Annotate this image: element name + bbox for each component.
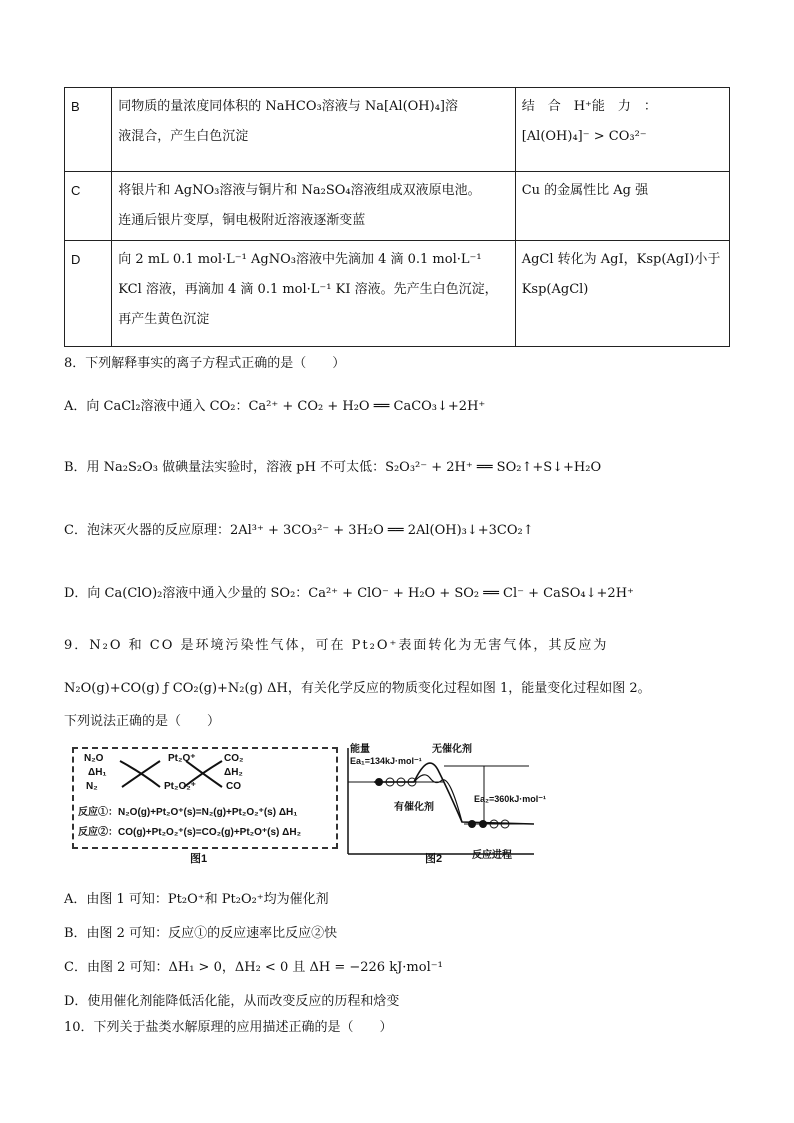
fig1-label: Pt₂O⁺ <box>168 753 196 764</box>
q9-option-b: B．由图 2 可知：反应①的反应速率比反应②快 <box>64 926 338 941</box>
row-label: C <box>65 172 112 241</box>
option-text: 液混合，产生白色沉淀 <box>118 129 249 144</box>
q9-stem: 下列说法正确的是（ ） <box>64 714 221 729</box>
q8-stem: 8．下列解释事实的离子方程式正确的是（ ） <box>64 356 346 371</box>
option-text: 再产生黄色沉淀 <box>118 312 210 327</box>
fig2-label: 无催化剂 <box>432 744 472 755</box>
q8-option-d: D．向 Ca(ClO)₂溶液中通入少量的 SO₂：Ca²⁺ + ClO⁻ + H₂O + SO₂ ══ Cl⁻ + CaSO₄↓+2H⁺ <box>64 586 634 601</box>
q9-option-d: D．使用催化剂能降低活化能，从而改变反应的历程和焓变 <box>64 994 400 1009</box>
q9-stem: 9．N₂O 和 CO 是环境污染性气体，可在 Pt₂O⁺表面转化为无害气体，其反应为 <box>64 638 609 653</box>
q9-option-c: C．由图 2 可知：ΔH₁ > 0，ΔH₂ < 0 且 ΔH = −226 kJ·mol⁻¹ <box>64 960 443 975</box>
fig2-label: 有催化剂 <box>394 802 434 813</box>
option-text: 将银片和 AgNO₃溶液与铜片和 Na₂SO₄溶液组成双液原电池。 <box>118 183 481 198</box>
option-text: 同物质的量浓度同体积的 NaHCO₃溶液与 Na[Al(OH)₄]溶 <box>118 99 458 114</box>
fig1-reaction-2: 反应②：CO(g)+Pt₂O₂⁺(s)=CO₂(g)+Pt₂O⁺(s) ΔH₂ <box>78 827 302 838</box>
fig1-caption: 图1 <box>190 853 208 865</box>
q8-option-b: B．用 Na₂S₂O₃ 做碘量法实验时，溶液 pH 不可太低：S₂O₃²⁻ + 2H⁺ ══ SO₂↑+S↓+H₂O <box>64 460 602 475</box>
row-label: D <box>65 241 112 347</box>
conclusion-text: Cu 的金属性比 Ag 强 <box>521 183 649 198</box>
q9-stem: N₂O(g)+CO(g) ƒ CO₂(g)+N₂(g) ΔH，有关化学反应的物质变化过程如图 1，能量变化过程如图 2。 <box>64 681 651 696</box>
figure-1-reaction-cycle <box>72 747 338 849</box>
fig2-caption: 图2 <box>425 853 443 865</box>
conclusion-text: 结 合 H⁺能 力 ： <box>521 99 657 114</box>
fig2-xlabel: 反应进程 <box>472 850 512 861</box>
fig1-label: CO <box>226 781 241 792</box>
fig2-ylabel: 能量 <box>350 744 370 755</box>
option-text: 向 2 mL 0.1 mol·L⁻¹ AgNO₃溶液中先滴加 4 滴 0.1 mol·L⁻¹ <box>118 252 482 267</box>
fig1-label: Pt₂O₂⁺ <box>164 781 196 792</box>
fig1-label: N₂ <box>86 781 98 792</box>
fig1-label: N₂O <box>84 753 104 764</box>
q8-option-a: A．向 CaCl₂溶液中通入 CO₂：Ca²⁺ + CO₂ + H₂O ══ CaCO₃↓+2H⁺ <box>64 399 486 414</box>
conclusion-text: AgCl 转化为 AgI，Ksp(AgI)小于 <box>521 252 721 267</box>
figure-2-energy-diagram <box>344 742 547 862</box>
table-row <box>65 172 730 241</box>
q8-option-c: C．泡沫灭火器的反应原理：2Al³⁺ + 3CO₃²⁻ + 3H₂O ══ 2Al(OH)₃↓+3CO₂↑ <box>64 523 534 538</box>
row-label: B <box>65 88 112 172</box>
table-row <box>65 88 730 172</box>
fig2-label: Ea₂=360kJ·mol⁻¹ <box>474 794 547 804</box>
conclusion-text: [Al(OH)₄]⁻ > CO₃²⁻ <box>521 129 647 144</box>
experiment-table <box>64 87 730 347</box>
table-row <box>65 241 730 347</box>
option-text: 连通后银片变厚，铜电极附近溶液逐渐变蓝 <box>118 213 366 228</box>
q10-stem: 10．下列关于盐类水解原理的应用描述正确的是（ ） <box>64 1020 393 1035</box>
fig1-label: CO₂ <box>224 753 244 764</box>
fig1-label: ΔH₂ <box>224 767 243 778</box>
fig1-label: ΔH₁ <box>88 767 107 778</box>
q9-option-a: A．由图 1 可知：Pt₂O⁺和 Pt₂O₂⁺均为催化剂 <box>64 892 329 907</box>
cycle-arrows-icon <box>114 753 234 795</box>
fig2-label: Ea₁=134kJ·mol⁻¹ <box>350 756 422 766</box>
option-text: KCl 溶液，再滴加 4 滴 0.1 mol·L⁻¹ KI 溶液。先产生白色沉淀， <box>118 282 498 297</box>
conclusion-text: Ksp(AgCl) <box>521 282 589 297</box>
fig1-reaction-1: 反应①：N₂O(g)+Pt₂O⁺(s)=N₂(g)+Pt₂O₂⁺(s) ΔH₁ <box>78 807 298 818</box>
